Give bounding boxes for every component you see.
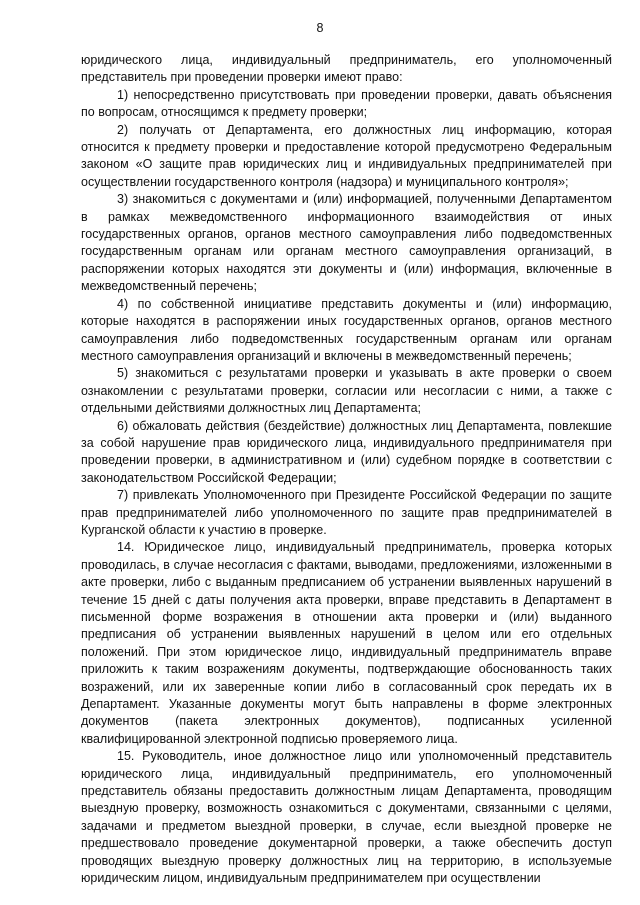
clause-15: 15. Руководитель, иное должностное лицо или уполномоченный представитель юридического лица, индивидуальный предприниматель, его уполномоченный представитель обязаны предоставить должностным лицам Департамента, проводящим выездную проверку, возможность ознакомиться с документами, связанными с целями, задачами и предметом выездной проверки, в случае, если выездной проверке не предшествовало проведение документарной проверки, а также обеспечить доступ проводящих выездную проверку должностных лиц на территорию, в используемые юридическим лицом, индивидуальным предпринимателем при осуществлении [81, 749, 612, 886]
list-item-4: 4) по собственной инициативе представить документы и (или) информацию, которые находятся в распоряжении иных государственных органов, органов местного самоуправления либо подведомственных государственным органам или органам местного самоуправления организаций и включены в межведомственный перечень; [81, 296, 612, 363]
page-number: 8 [316, 21, 324, 35]
list-item-6: 6) обжаловать действия (бездействие) должностных лиц Департамента, повлекшие за собой нарушение прав юридического лица, индивидуального предпринимателя при проведении проверки, в административном и (или) судебном порядке в соответствии с законодательством Российской Федерации; [81, 418, 612, 485]
list-item-3: 3) знакомиться с документами и (или) информацией, полученными Департаментом в рамках межведомственного информационного взаимодействия от иных государственных органов, органов местного самоуправления либо подведомственных государственным органам или органам местного самоуправления организаций, в распоряжении которых находятся эти документы и (или) информация, включенные в межведомственный перечень; [81, 192, 612, 294]
list-item-1: 1) непосредственно присутствовать при проведении проверки, давать объяснения по вопросам, относящимся к предмету проверки; [81, 87, 612, 120]
document-body [81, 52, 612, 888]
list-item-7: 7) привлекать Уполномоченного при Президенте Российской Федерации по защите прав предпринимателей либо уполномоченного по защите прав предпринимателей в Курганской области к участию в проверке. [81, 488, 612, 537]
list-item-5: 5) знакомиться с результатами проверки и указывать в акте проверки о своем ознакомлении с результатами проверки, согласии или несогласии с ними, а также с отдельными действиями должностных лиц Департамента; [81, 366, 612, 416]
list-item-2: 2) получать от Департамента, его должностных лиц информацию, которая относится к предмету проверки и предоставление которой предусмотрено Федеральным законом «О защите прав юридических лиц и индивидуальных предпринимателей при осуществлении государственного контроля (надзора) и муниципального контроля»; [81, 122, 612, 189]
clause-14: 14. Юридическое лицо, индивидуальный предприниматель, проверка которых проводилась, в случае несогласия с фактами, выводами, предложениями, изложенными в акте проверки, либо с выданным предписанием об устранении выявленных нарушений в течение 15 дней с даты получения акта проверки, вправе представить в Департамент в письменной форме возражения в отношении акта проверки и (или) выданного предписания об устранении выявленных нарушений в целом или его отдельных положений. При этом юридическое лицо, индивидуальный предприниматель вправе приложить к таким возражениям документы, подтверждающие обоснованность таких возражений, или их заверенные копии либо в согласованный срок передать их в Департамент. Указанные документы могут быть направлены в форме электронных документов (пакета электронных документов), подписанных усиленной квалифицированной электронной подписью проверяемого лица. [81, 540, 612, 746]
paragraph-continuation: юридического лица, индивидуальный предприниматель, его уполномоченный представитель при проведении проверки имеют право: [81, 53, 612, 85]
